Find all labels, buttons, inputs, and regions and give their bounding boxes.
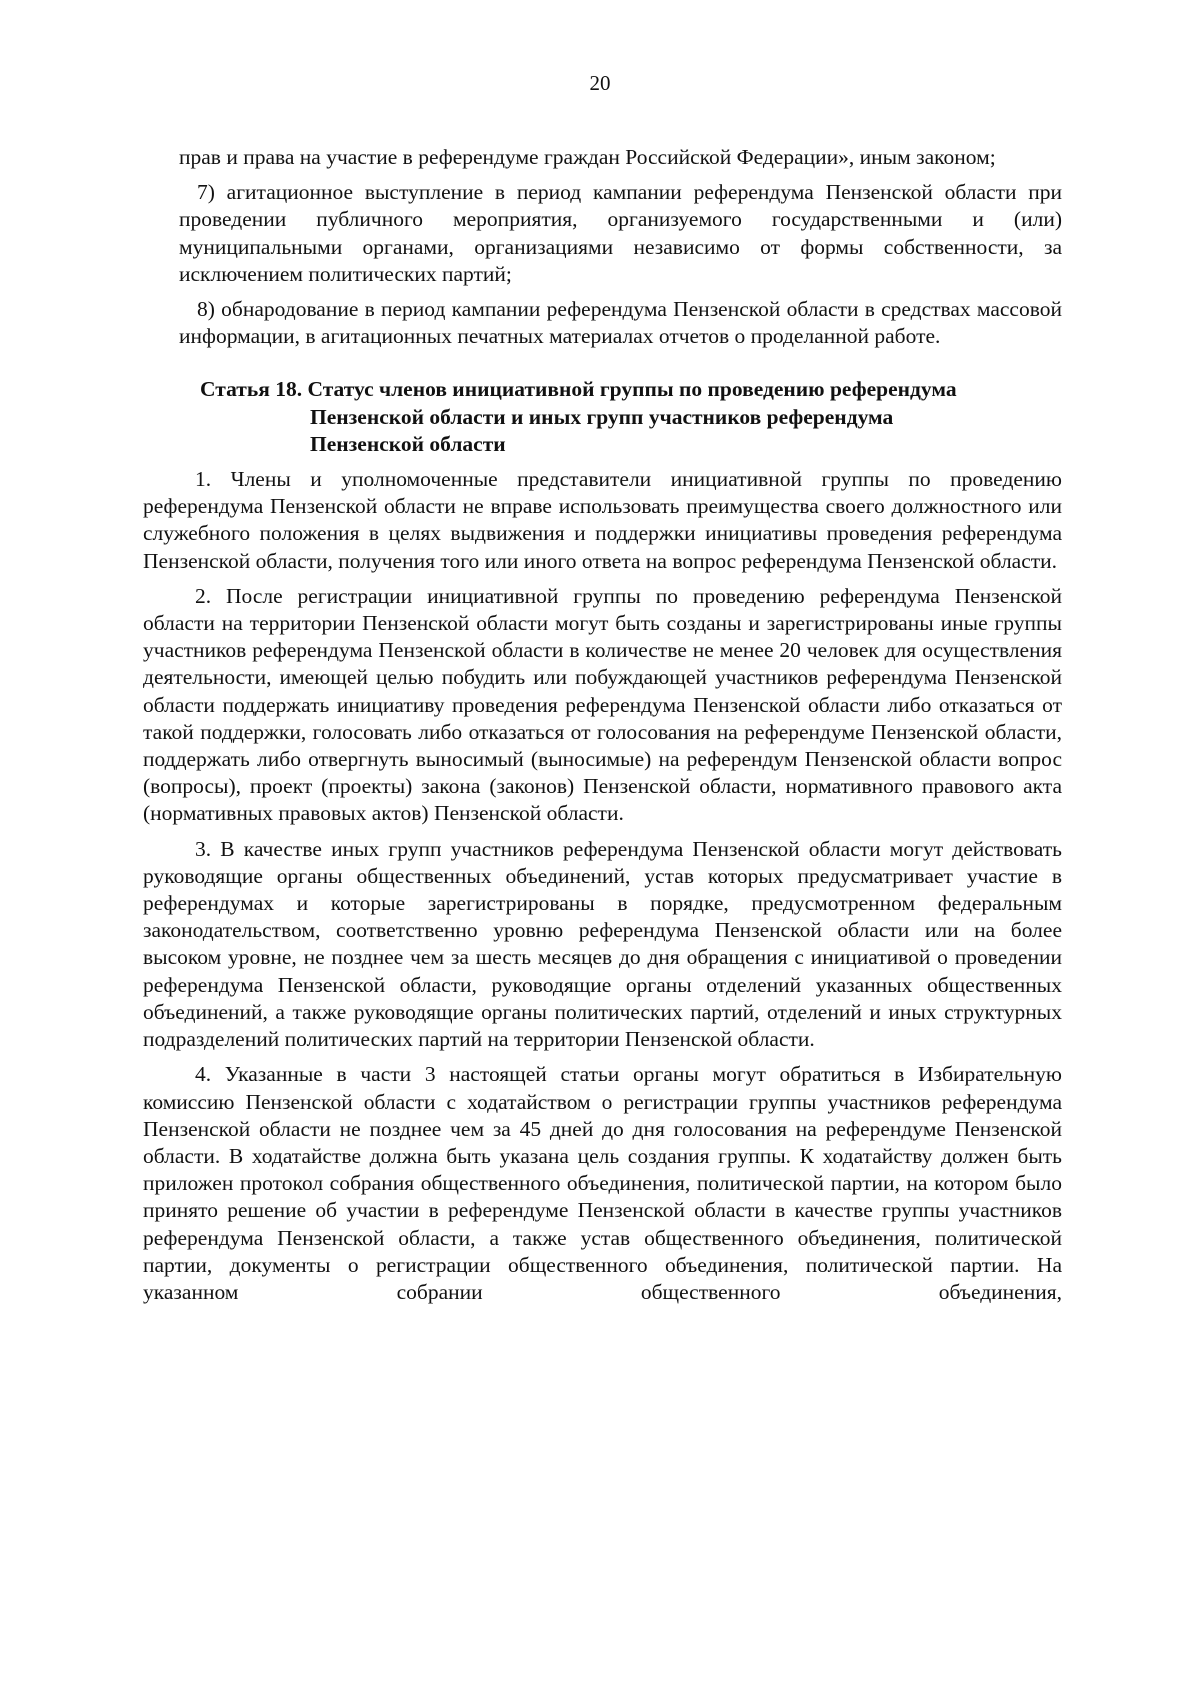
article-heading-line-2: Пензенской области и иных групп участников референдума [310,404,894,429]
article-paragraph-3: 3. В качестве иных групп участников референдума Пензенской области могут действовать руководящие органы общественных объединений, устав которых предусматривает участие в референдумах и которые зарегистрированы в порядке, предусмотренном федеральным законодательством, соответственно уровню референдума Пензенской области или на более высоком уровне, не позднее чем за шесть месяцев до дня обращения с инициативой о проведении референдума Пензенской области, руководящие органы отделений указанных общественных объединений, а также руководящие органы политических партий, отделений и иных структурных подразделений политических партий на территории Пензенской области. [143,836,1062,1052]
article-paragraph-2: 2. После регистрации инициативной группы по проведению референдума Пензенской области на территории Пензенской области могут быть созданы и зарегистрированы иные группы участников референдума Пензенской области в количестве не менее 20 человек для осуществления деятельности, имеющей целью побудить или побуждающей участников референдума Пензенской области поддержать инициативу проведения референдума Пензенской области либо отказаться от такой поддержки, голосовать либо отказаться от голосования на референдуме Пензенской области, поддержать либо отвергнуть выносимый (выносимые) на референдум Пензенской области вопрос (вопросы), проект (проекты) закона (законов) Пензенской области, нормативного правового акта (нормативных правовых актов) Пензенской области. [143,583,1062,826]
paragraph-item-8: 8) обнародование в период кампании референдума Пензенской области в средствах массовой информации, в агитационных печатных материалах отчетов о проделанной работе. [179,297,1062,349]
article-heading-line-3: Пензенской области [310,431,506,456]
paragraph-continuation: прав и права на участие в референдуме граждан Российской Федерации», иным законом; [179,145,996,169]
article-heading-line-1: Статья 18. Статус членов инициативной группы по проведению референдума [200,377,957,402]
document-body [143,144,1062,1306]
continuation-block [179,144,1062,350]
paragraph-item-7: 7) агитационное выступление в период кампании референдума Пензенской области при проведении публичного мероприятия, организуемого государственными и (или) муниципальными органами, организациями независимо от формы собственности, за исключением политических партий; [179,180,1062,286]
article-paragraph-1: 1. Члены и уполномоченные представители инициативной группы по проведению референдума Пензенской области не вправе использовать преимущества своего должностного или служебного положения в целях выдвижения и поддержки инициативы проведения референдума Пензенской области, получения того или иного ответа на вопрос референдума Пензенской области. [143,467,1062,573]
article-body [143,466,1062,1306]
article-heading [200,376,1062,458]
article-paragraph-4: 4. Указанные в части 3 настоящей статьи органы могут обратиться в Избирательную комиссию Пензенской области с ходатайством о регистрации группы участников референдума Пензенской области не позднее чем за 45 дней до дня голосования на референдуме Пензенской области. В ходатайстве должна быть указана цель создания группы. К ходатайству должен быть приложен протокол собрания общественного объединения, политической партии, на котором было принято решение об участии в референдуме Пензенской области в качестве группы участников референдума Пензенской области, а также устав общественного объединения, политической партии, документы о регистрации общественного объединения, политической партии. На указанном собрании общественного объединения, [143,1062,1062,1304]
page-number: 20 [589,71,611,95]
